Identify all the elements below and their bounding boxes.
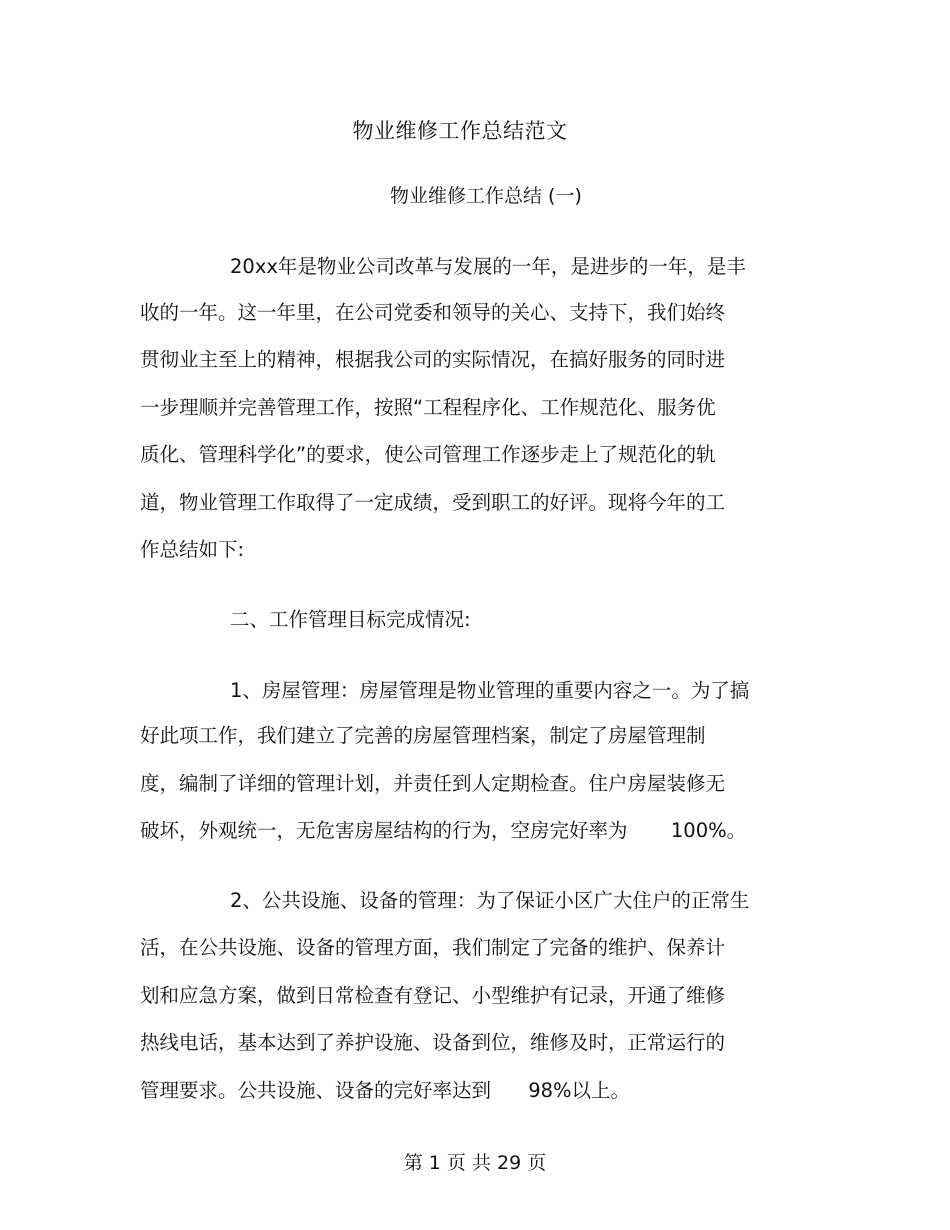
paragraph-line: 度，编制了详细的管理计划，并责任到人定期检查。住户房屋装修无 [140, 772, 726, 795]
paragraph-line: 管理要求。公共设施、设备的完好率达到 98%以上。 [140, 1079, 631, 1102]
paragraph-line: 1、房屋管理：房屋管理是物业管理的重要内容之一。为了搞 [230, 679, 750, 702]
document-subtitle: 物业维修工作总结 (一) [390, 185, 582, 207]
paragraph-line: 20xx年是物业公司改革与发展的一年，是进步的一年，是丰 [230, 255, 746, 278]
paragraph-line: 质化、管理科学化”的要求，使公司管理工作逐步走上了规范化的轨 [140, 443, 716, 466]
paragraph-line: 热线电话，基本达到了养护设施、设备到位，维修及时，正常运行的 [140, 1031, 726, 1054]
paragraph-line: 好此项工作，我们建立了完善的房屋管理档案，制定了房屋管理制 [140, 724, 706, 747]
paragraph-line: 一步理顺并完善管理工作，按照“工程程序化、工作规范化、服务优 [140, 396, 716, 419]
section-heading: 二、工作管理目标完成情况: [230, 608, 471, 631]
paragraph-line: 2、公共设施、设备的管理：为了保证小区广大住户的正常生 [230, 889, 750, 912]
paragraph-line: 破坏，外观统一，无危害房屋结构的行为，空房完好率为 100%。 [140, 819, 747, 842]
paragraph-line: 道，物业管理工作取得了一定成绩，受到职工的好评。现将今年的工 [140, 491, 726, 514]
page-number: 第 1 页 共 29 页 [403, 1152, 547, 1174]
paragraph-line: 作总结如下: [140, 538, 245, 561]
paragraph-line: 收的一年。这一年里，在公司党委和领导的关心、支持下，我们始终 [140, 301, 726, 324]
paragraph-line: 活，在公共设施、设备的管理方面，我们制定了完备的维护、保养计 [140, 936, 726, 959]
paragraph-line: 划和应急方案，做到日常检查有登记、小型维护有记录，开通了维修 [140, 984, 726, 1007]
paragraph-line: 贯彻业主至上的精神，根据我公司的实际情况，在搞好服务的同时进 [140, 348, 726, 371]
document-title: 物业维修工作总结范文 [352, 119, 568, 143]
